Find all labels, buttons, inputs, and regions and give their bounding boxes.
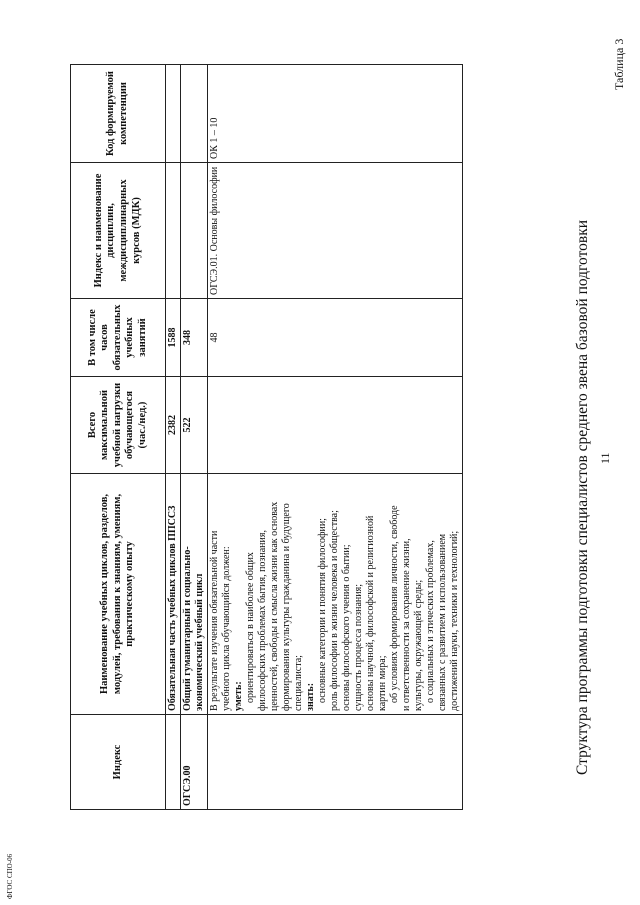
requirement-line: формирования культуры гражданина и будущего bbox=[281, 503, 292, 711]
mandatory-part-total: 2382 bbox=[166, 377, 181, 474]
header-mandatory: В том числе часов обязательных учебных занятий bbox=[71, 299, 166, 377]
table-row bbox=[208, 65, 463, 810]
requirement-line: сущность процесса познания; bbox=[353, 584, 364, 711]
footer-code: ФГОС СПО-06 bbox=[6, 853, 14, 899]
mandatory-part-label: Обязательная часть учебных циклов ППССЗ bbox=[166, 474, 181, 715]
table-label: Таблица 3 bbox=[612, 38, 626, 90]
requirement-line: философских проблемах бытия, познания, bbox=[257, 530, 268, 711]
header-disciplines: Индекс и наименование дисциплин, междисциплинарных курсов (МДК) bbox=[71, 163, 166, 299]
requirement-line: достижений науки, техники и технологий; bbox=[449, 530, 460, 711]
requirement-line: связанных с развитием и использованием bbox=[437, 533, 448, 711]
mandatory-part-hours: 1588 bbox=[166, 299, 181, 377]
table-row bbox=[166, 65, 181, 810]
table-header-row bbox=[71, 65, 166, 810]
requirement-line: культуры, окружающей среды; bbox=[413, 579, 424, 711]
header-name: Наименование учебных циклов, разделов, модулей, требования к знаниям, умениям, практическому опыту bbox=[71, 474, 166, 715]
ogse-label: Общий гуманитарный и социально-экономический учебный цикл bbox=[181, 474, 208, 715]
requirement-line: роль философии в жизни человека и общества; bbox=[329, 510, 340, 711]
requirement-line: основные категории и понятия философии; bbox=[317, 518, 328, 703]
requirement-line: основы философского учения о бытии; bbox=[341, 544, 352, 711]
requirement-line: о социальных и этических проблемах, bbox=[425, 540, 436, 703]
header-competence: Код формируемой компетенции bbox=[71, 65, 166, 163]
requirement-line: об условиях формирования личности, свободе bbox=[389, 505, 400, 703]
requirement-line: знать: bbox=[305, 682, 316, 711]
requirement-line: ориентироваться в наиболее общих bbox=[245, 552, 256, 703]
header-total: Всего максимальной учебной нагрузки обучающегося (час./нед.) bbox=[71, 377, 166, 474]
requirement-line: и ответственности за сохранение жизни, bbox=[401, 538, 412, 711]
ogse-total: 522 bbox=[181, 377, 208, 474]
ogse-index: ОГСЭ.00 bbox=[181, 715, 208, 810]
requirement-line: картин мира; bbox=[377, 655, 388, 711]
program-structure-table bbox=[70, 64, 463, 810]
document-title: Структура программы подготовки специалистов среднего звена базовой подготовки bbox=[574, 219, 591, 775]
discipline-name: ОГСЭ.01. Основы философии bbox=[208, 163, 463, 299]
requirement-line: ценностей, свободы и смысла жизни как основах bbox=[269, 501, 280, 711]
requirement-line: основы научной, философской и религиозной bbox=[365, 515, 376, 711]
ogse-hours: 348 bbox=[181, 299, 208, 377]
requirement-line: специалиста; bbox=[293, 655, 304, 711]
table-row bbox=[181, 65, 208, 810]
requirement-line: учебного цикла обучающийся должен: bbox=[221, 546, 232, 711]
requirements-text bbox=[208, 474, 463, 715]
header-index: Индекс bbox=[71, 715, 166, 810]
page-number: 11 bbox=[598, 452, 612, 464]
requirement-line: уметь: bbox=[233, 681, 244, 711]
discipline-hours: 48 bbox=[208, 299, 463, 377]
competence-code: ОК 1 – 10 bbox=[208, 65, 463, 163]
requirement-line: В результате изучения обязательной части bbox=[209, 530, 220, 711]
